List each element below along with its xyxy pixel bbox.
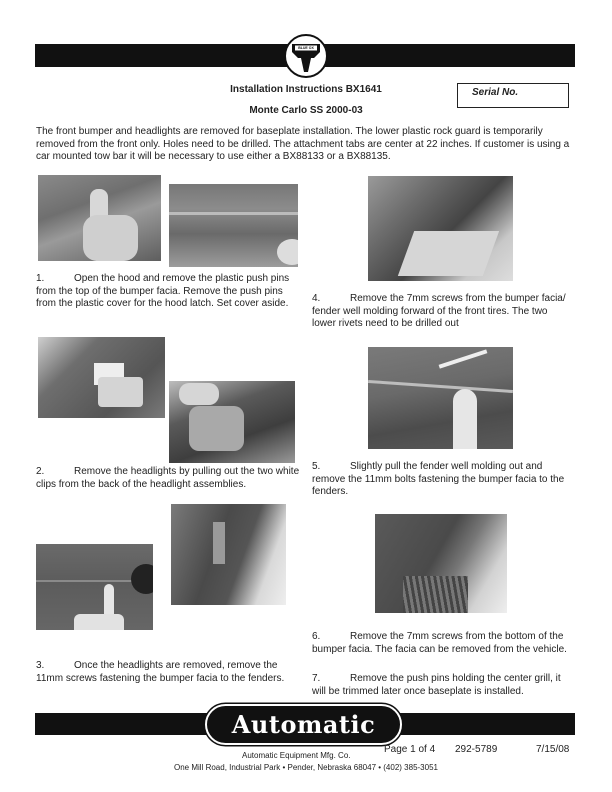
step-number: 7.	[312, 673, 321, 684]
photo-3b	[171, 504, 286, 605]
step-number: 1.	[36, 273, 45, 284]
intro-paragraph: The front bumper and headlights are removed for baseplate installation. The lower plastic rock guard is temporarily removed from the front only. Holes need to be drilled. The attachment tabs are center at 22 inches. If customer is using a car mounted tow bar it will be necessary to use either a BX88133 or a BX88135.	[36, 126, 570, 163]
photo-4	[368, 176, 513, 281]
page-indicator: Page 1 of 4	[384, 744, 436, 755]
document-title: Installation Instructions BX1641	[230, 84, 382, 95]
step-text: Slightly pull the fender well molding out and remove the 11mm bolts fastening the bumper facia to the fenders.	[312, 461, 565, 498]
step-7	[312, 673, 574, 698]
step-6	[312, 631, 574, 656]
ox-head-icon	[286, 36, 326, 76]
blue-ox-logo	[284, 34, 328, 78]
step-text: Open the hood and remove the plastic push pins from the top of the bumper facia. Remove the push pins from the plastic cover for the hood latch. Set cover aside.	[36, 273, 290, 310]
step-text: Once the headlights are removed, remove the 11mm screws fastening the bumper facia to the fenders.	[36, 660, 285, 684]
photo-1b	[169, 184, 298, 267]
step-text: Remove the push pins holding the center grill, it will be trimmed later once baseplate is installed.	[312, 673, 561, 697]
step-number: 2.	[36, 466, 45, 477]
serial-number-field[interactable]	[457, 83, 569, 108]
photo-3a	[36, 544, 153, 630]
step-3	[36, 660, 286, 685]
serial-label: Serial No.	[472, 87, 519, 98]
photo-2b	[169, 381, 295, 463]
step-2	[36, 466, 300, 491]
document-subtitle: Monte Carlo SS 2000-03	[249, 105, 363, 116]
automatic-logo	[205, 704, 402, 745]
step-text: Remove the 7mm screws from the bottom of the bumper facia. The facia can be removed from the vehicle.	[312, 631, 567, 655]
photo-5	[368, 347, 513, 449]
step-number: 6.	[312, 631, 321, 642]
photo-1a	[38, 175, 161, 261]
step-text: Remove the 7mm screws from the bumper facia/ fender well molding forward of the front tires. The two lower rivets need to be drilled out	[312, 293, 566, 330]
company-name: Automatic Equipment Mfg. Co.	[242, 751, 351, 760]
photo-2a	[38, 337, 165, 418]
step-number: 5.	[312, 461, 321, 472]
company-address: One Mill Road, Industrial Park • Pender, Nebraska 68047 • (402) 385-3051	[174, 763, 438, 772]
step-text: Remove the headlights by pulling out the two white clips from the back of the headlight assemblies.	[36, 466, 300, 490]
step-5	[312, 461, 574, 499]
step-4	[312, 293, 574, 331]
step-number: 3.	[36, 660, 45, 671]
photo-6	[375, 514, 507, 613]
step-1	[36, 273, 298, 311]
brand-text: Automatic	[231, 710, 376, 739]
doc-code: 292-5789	[455, 744, 498, 755]
step-number: 4.	[312, 293, 321, 304]
logo-text: BLUE OX	[298, 46, 314, 50]
doc-date: 7/15/08	[536, 744, 570, 755]
